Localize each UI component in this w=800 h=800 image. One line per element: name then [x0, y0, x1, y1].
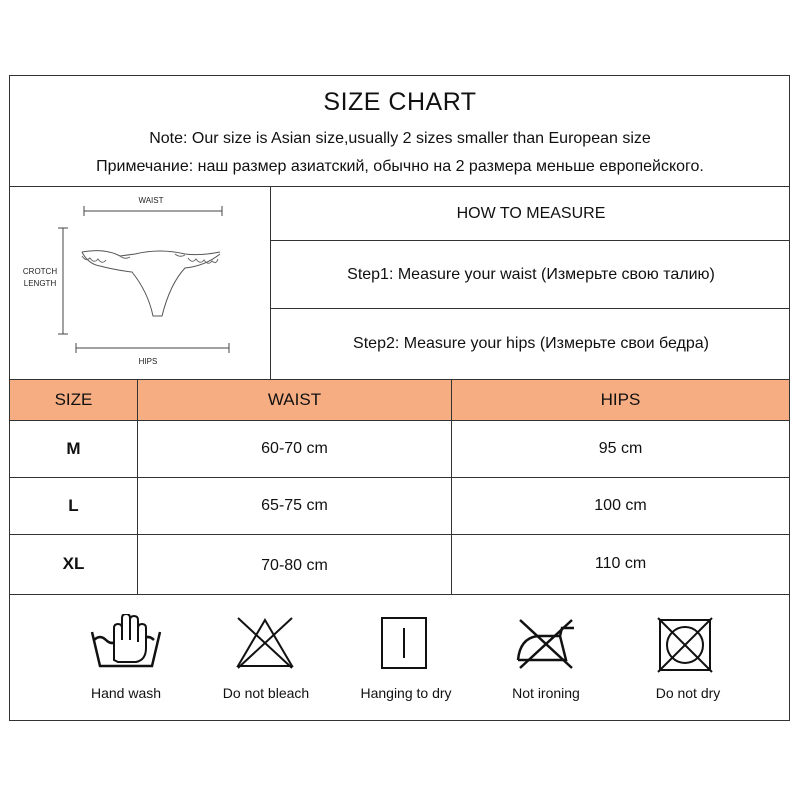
- hips-label: HIPS: [138, 357, 158, 366]
- page-title: SIZE CHART: [323, 88, 477, 116]
- header-size: SIZE: [54, 390, 93, 409]
- do-not-iron-icon: [512, 616, 578, 670]
- do-not-tumble-dry-icon: [656, 616, 714, 674]
- divider: [9, 534, 790, 535]
- row-m-hips: 95 cm: [598, 440, 643, 457]
- row-l-hips: 100 cm: [594, 497, 647, 514]
- measure-step1: Step1: Measure your waist (Измерьте свою талию): [347, 265, 715, 283]
- care-label-do-not-dry: Do not dry: [655, 685, 721, 701]
- hand-wash-icon: [88, 614, 164, 670]
- row-l-waist: 65-75 cm: [261, 497, 328, 514]
- length-label: LENGTH: [23, 279, 57, 288]
- note-russian: Примечание: наш размер азиатский, обычно на 2 размера меньше европейского.: [96, 158, 704, 175]
- waist-label: WAIST: [138, 196, 164, 205]
- header-hips: HIPS: [600, 390, 641, 409]
- how-to-measure-title: HOW TO MEASURE: [456, 204, 606, 222]
- row-m-size: M: [66, 439, 81, 458]
- care-label-do-not-bleach: Do not bleach: [222, 685, 310, 701]
- measure-step2: Step2: Measure your hips (Измерьте свои бедра): [353, 335, 709, 352]
- divider: [270, 186, 271, 379]
- care-label-hand-wash: Hand wash: [90, 685, 162, 701]
- care-label-not-ironing: Not ironing: [512, 685, 580, 701]
- note-english: Note: Our size is Asian size,usually 2 sizes smaller than European size: [149, 130, 651, 147]
- care-label-hang-dry: Hanging to dry: [360, 685, 452, 701]
- do-not-bleach-icon: [234, 616, 296, 670]
- row-m-waist: 60-70 cm: [261, 440, 328, 457]
- row-xl-size: XL: [62, 554, 85, 573]
- header-waist: WAIST: [267, 390, 322, 409]
- row-l-size: L: [68, 496, 79, 515]
- hang-dry-icon: [380, 616, 428, 670]
- row-xl-hips: 110 cm: [594, 555, 647, 572]
- crotch-label: CROTCH: [22, 267, 58, 276]
- row-xl-waist: 70-80 cm: [261, 557, 328, 574]
- divider: [9, 594, 790, 595]
- measurement-diagram: [10, 186, 270, 378]
